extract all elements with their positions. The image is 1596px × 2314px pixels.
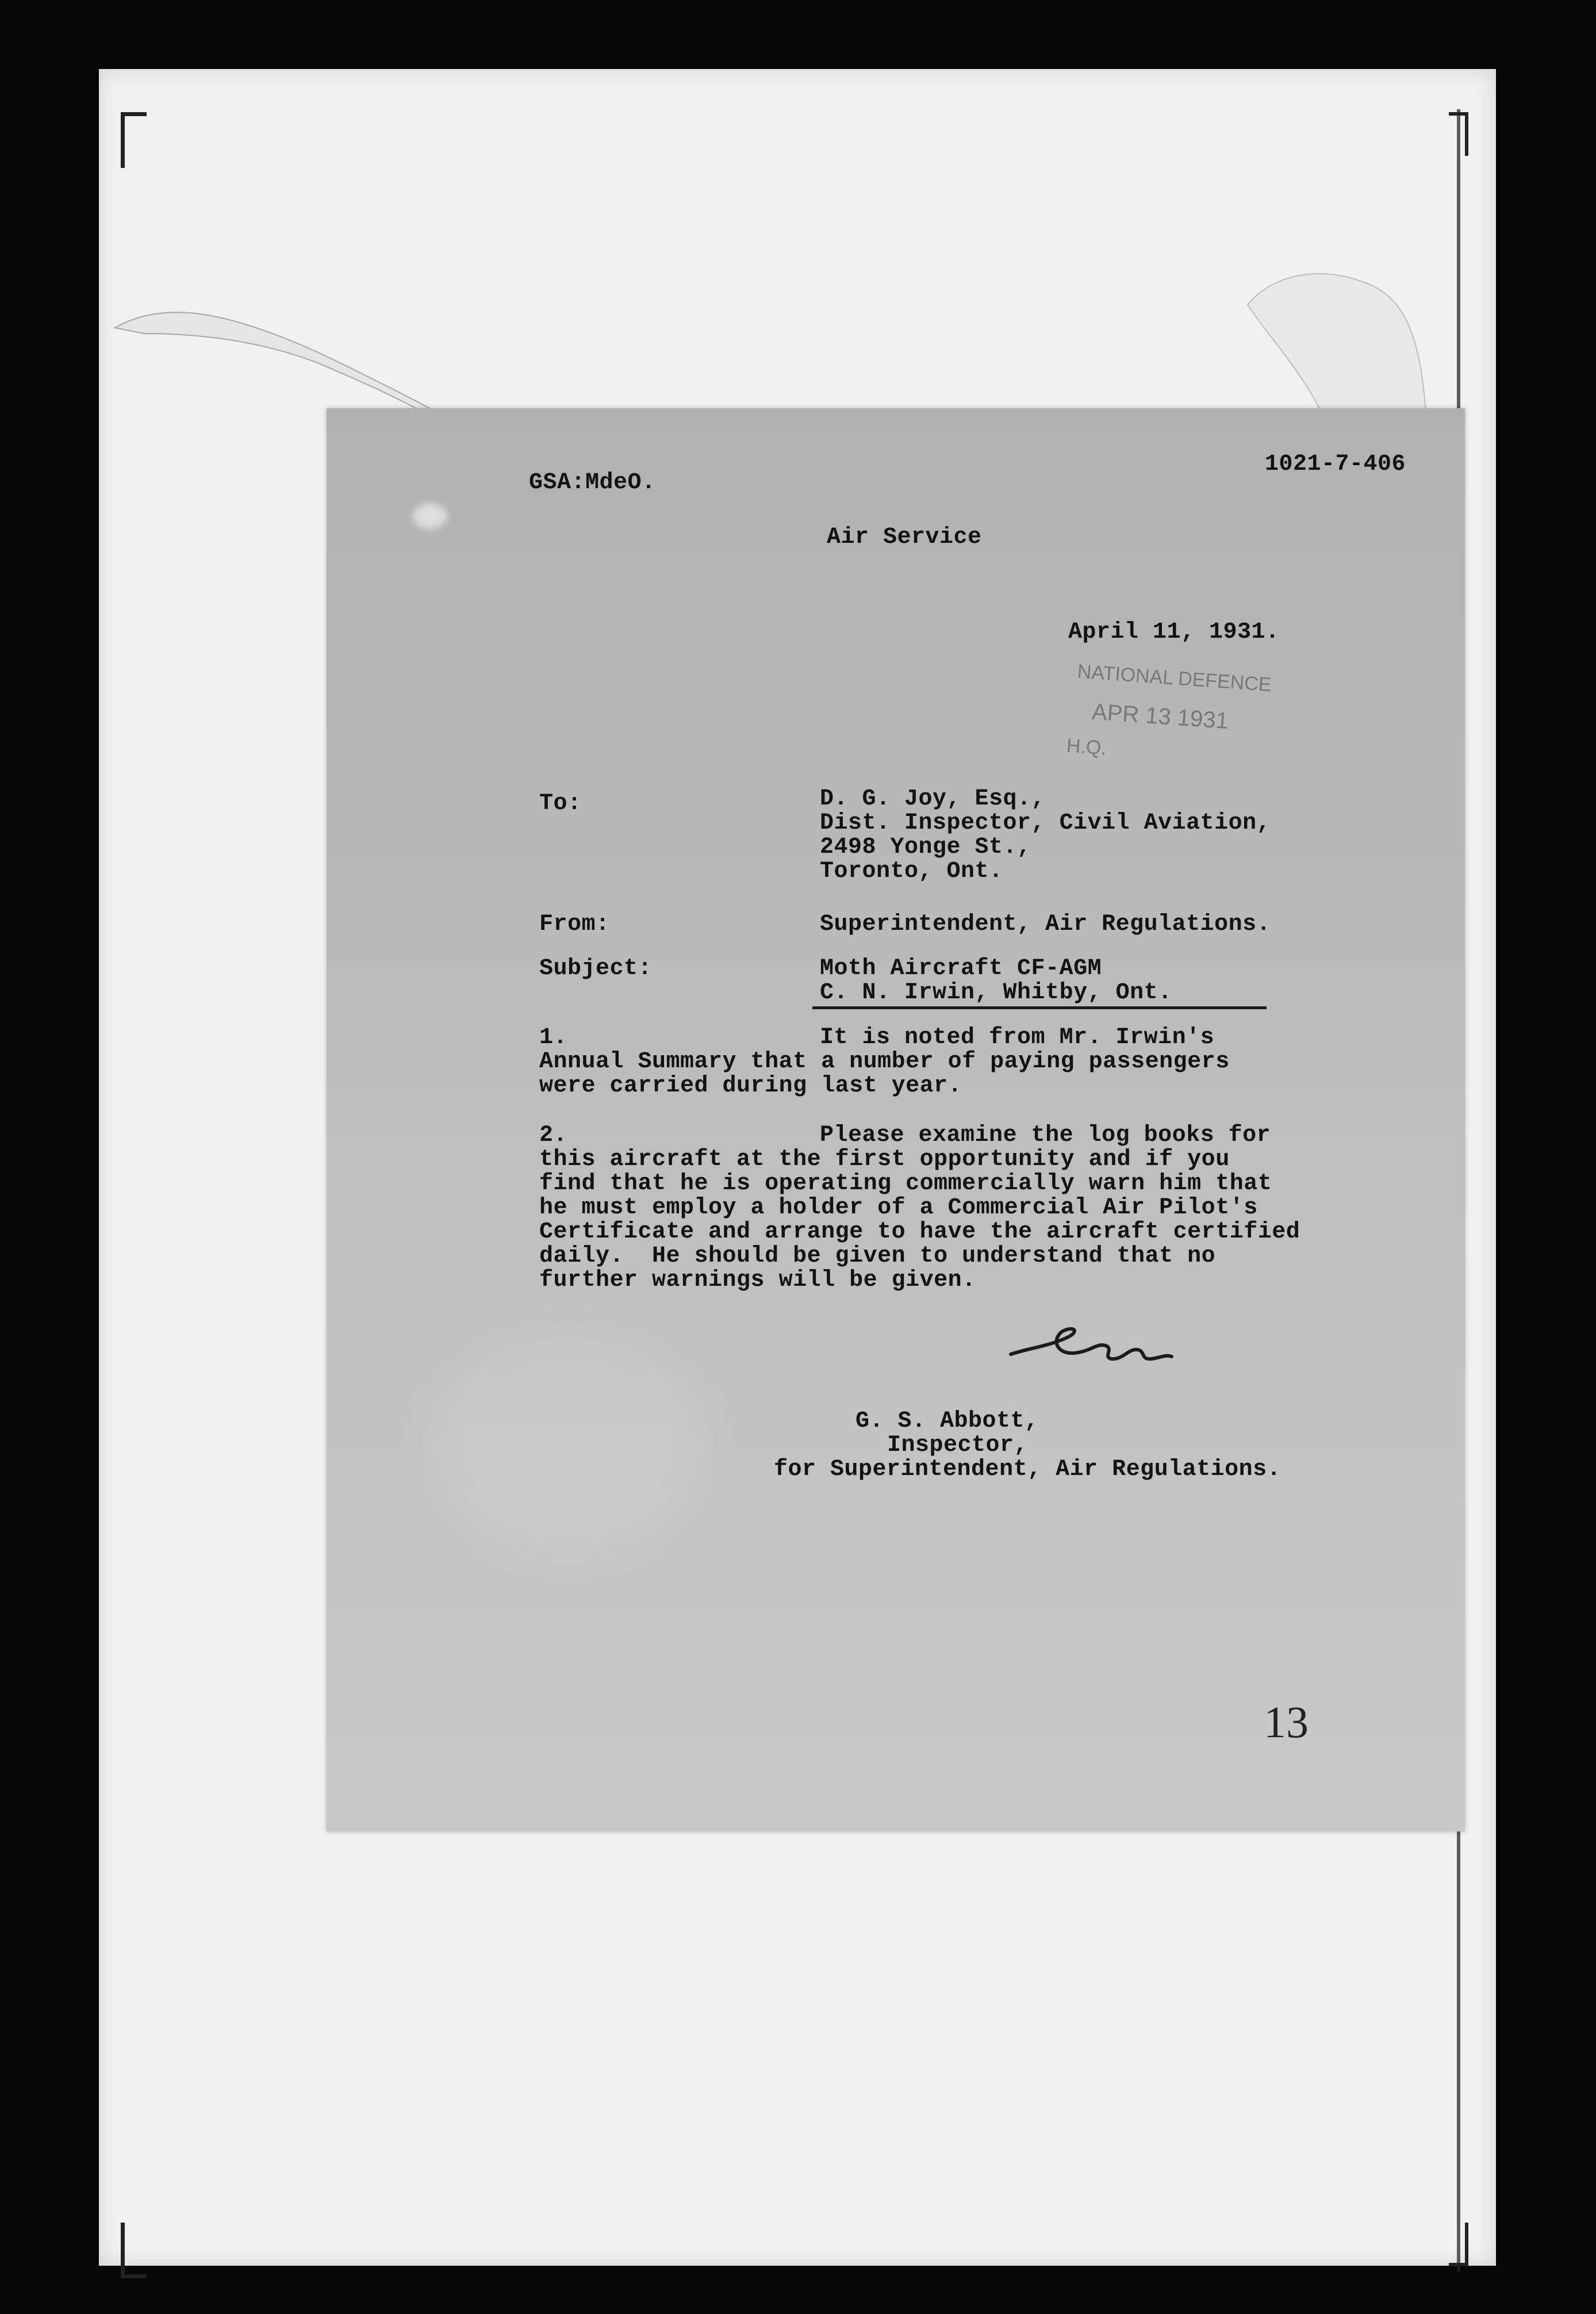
paragraph-line: Please examine the log books for (820, 1122, 1271, 1148)
stamp-line: H.Q. (1065, 734, 1108, 760)
signatory-office: for Superintendent, Air Regulations. (774, 1457, 1282, 1482)
reference-initials: GSA:MdeO. (529, 470, 656, 496)
paragraph-number: 2. (539, 1122, 568, 1148)
paragraph-line: find that he is operating commercially warn him that (539, 1171, 1272, 1197)
crop-mark-bottom-right (1449, 2223, 1468, 2266)
stamp-line: APR 13 1931 (1091, 699, 1230, 734)
paragraph-line: were carried during last year. (539, 1073, 962, 1099)
crop-mark-top-right (1449, 112, 1468, 156)
subject-underline (812, 1006, 1267, 1009)
stamp-line: NATIONAL DEFENCE (1076, 660, 1272, 696)
paragraph-line: further warnings will be given. (539, 1267, 976, 1293)
to-label: To: (539, 791, 582, 817)
paragraph-line: he must employ a holder of a Commercial Air Pilot's (539, 1195, 1258, 1221)
letter-heading: Air Service (827, 524, 982, 550)
crop-mark-top-left (121, 112, 147, 168)
paragraph-number: 1. (539, 1025, 568, 1051)
subject-line: Moth Aircraft CF-AGM (820, 956, 1102, 982)
crop-mark-bottom-left (121, 2223, 147, 2278)
signatory-name: G. S. Abbott, (855, 1408, 1039, 1434)
paragraph-line: Certificate and arrange to have the aircraft certified (539, 1219, 1300, 1245)
paragraph-line: daily. He should be given to understand that no (539, 1243, 1216, 1269)
file-number: 1021-7-406 (1265, 451, 1406, 477)
paragraph-line: It is noted from Mr. Irwin's (820, 1025, 1215, 1051)
paragraph-line: Annual Summary that a number of paying passengers (539, 1049, 1230, 1075)
to-line: D. G. Joy, Esq., (820, 786, 1046, 812)
letter-page (327, 408, 1465, 1832)
letter-date: April 11, 1931. (1068, 619, 1280, 645)
page-number: 13 (1264, 1697, 1309, 1747)
handwritten-initials (1005, 1314, 1177, 1383)
torn-tape-left (109, 293, 454, 426)
to-line: 2498 Yonge St., (820, 834, 1031, 860)
received-stamp (1065, 660, 1272, 789)
signatory-title: Inspector, (887, 1432, 1029, 1458)
to-line: Dist. Inspector, Civil Aviation, (820, 810, 1271, 836)
torn-tape-right (1236, 253, 1432, 420)
subject-line: C. N. Irwin, Whitby, Ont. (820, 980, 1172, 1006)
to-line: Toronto, Ont. (820, 859, 1003, 884)
from-value: Superintendent, Air Regulations. (820, 911, 1271, 937)
paragraph-line: this aircraft at the first opportunity and if you (539, 1147, 1230, 1173)
subject-label: Subject: (539, 956, 653, 982)
from-label: From: (539, 911, 610, 937)
